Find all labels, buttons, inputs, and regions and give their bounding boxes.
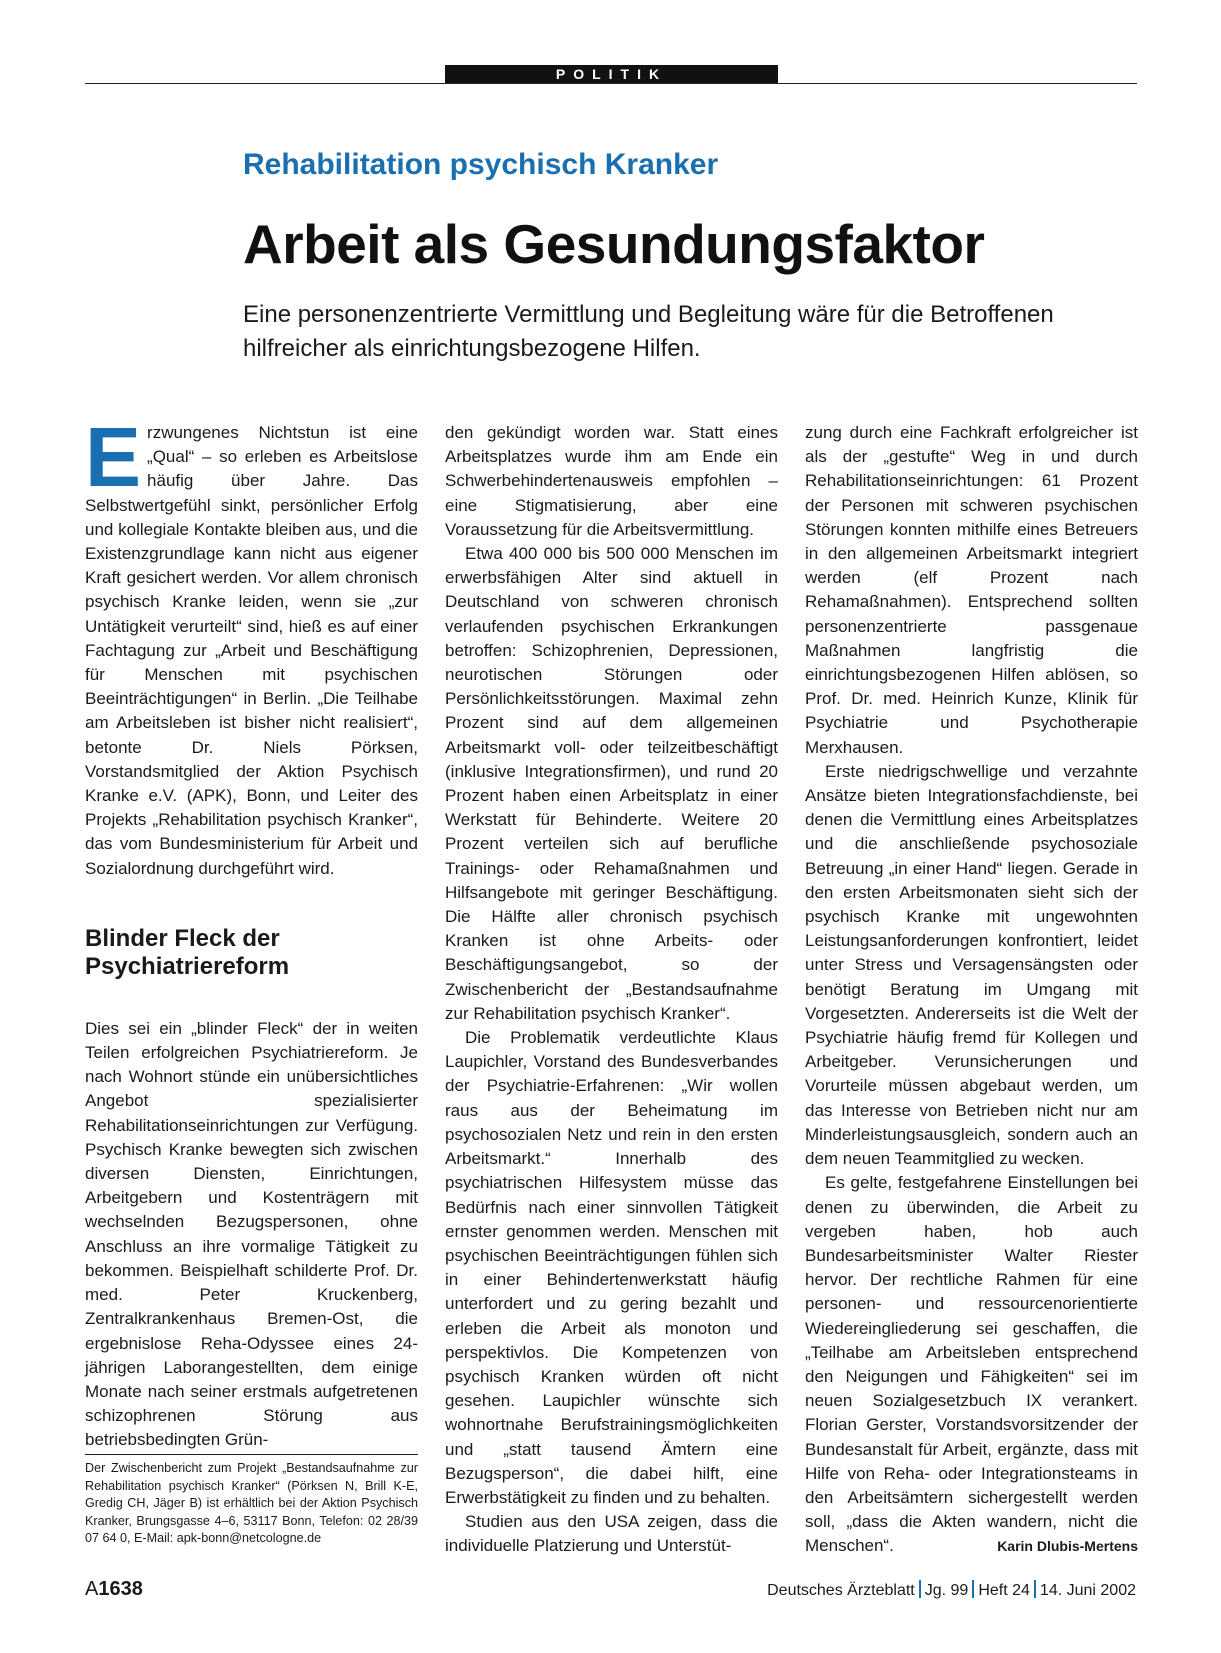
drop-cap: E xyxy=(85,410,142,504)
column-2 xyxy=(445,421,778,1559)
paragraph: Die Problematik verdeutlichte Klaus Laupichler, Vorstand des Bundesverbandes der Psychiatrie-Erfahrenen: „Wir wollen raus aus der Beheimatung im psychosozialen Netz und rein in den ersten Arbeitsmarkt.“ Innerhalb des psychiatrischen Hilfesystem müsse das Bedürfnis nach einer sinnvollen Tätigkeit ernster genommen werden. Menschen mit psychischen Beeinträchtigungen fühlen sich in einer Behindertenwerkstatt häufig unterfordert und zu gering bezahlt und erleben die Arbeit als monoton und perspektivlos. Die Kompetenzen von psychisch Kranken würden oft nicht gesehen. Laupichler wünschte sich wohnortnahe Berufstrainingsmöglichkeiten und „statt tausend Ämtern eine Bezugsperson“, die dabei hilft, eine Erwerbstätigkeit zu finden und zu behalten. xyxy=(445,1028,778,1507)
paragraph: Etwa 400 000 bis 500 000 Menschen im erwerbsfähigen Alter sind aktuell in Deutschland von schweren chronisch verlaufenden psychischen Erkrankungen betroffen: Schizophrenien, Depressionen, neurotischen Störungen oder Persönlichkeitsstörungen. Maximal zehn Prozent sind auf dem allgemeinen Arbeitsmarkt voll- oder teilzeitbeschäftigt (inklusive Integrationsfirmen), und rund 20 Prozent haben einen Arbeitsplatz in einer Werkstatt für Behinderte. Weitere 20 Prozent verteilen sich auf berufliche Trainings- oder Rehamaßnahmen und Hilfsangebote mit geringer Beschäftigung. Die Hälfte aller chronisch psychisch Kranken ist ohne Arbeits- oder Beschäftigungsangebot, so der Zwischenbericht der „Bestandsaufnahme zur Rehabilitation psychisch Kranker“. xyxy=(445,544,778,1023)
column-1 xyxy=(85,410,418,1453)
header-rule xyxy=(85,83,1137,84)
subheading: Blinder Fleck der Psychiatriereform xyxy=(85,924,290,980)
headline: Arbeit als Gesundungsfaktor xyxy=(243,213,985,275)
volume: Jg. 99 xyxy=(924,1582,969,1599)
divider xyxy=(919,1580,921,1598)
issue-date: 14. Juni 2002 xyxy=(1039,1582,1136,1599)
paragraph: den gekündigt worden war. Statt eines Arbeitsplatzes wurde ihm am Ende ein Schwerbehindertenausweis empfohlen – eine Stigmatisierung, aber eine Voraussetzung für die Arbeitsvermittlung. xyxy=(445,423,778,539)
divider xyxy=(972,1580,974,1598)
paragraph: Es gelte, festgefahrene Einstellungen bei denen zu überwinden, die Arbeit zu vergeben haben, hob auch Bundesarbeitsminister Walter Riester hervor. Der rechtliche Rahmen für eine personen- und ressourcenorientierte Wiedereingliederung sei geschaffen, die „Teilhabe am Arbeitsleben entsprechend den Neigungen und Fähigkeiten“ sei im neuen Sozialgesetzbuch IX verankert. Florian Gerster, Vorstandsvorsitzender der Bundesanstalt für Arbeit, ergänzte, dass mit Hilfe von Reha- oder Integrationsteams in den Arbeitsämtern sichergestellt werden soll, „dass die Akten wandern, nicht die Menschen“. Karin Dlubis-Mertens xyxy=(805,1171,1138,1558)
footnote: Der Zwischenbericht zum Projekt „Bestandsaufnahme zur Rehabilitation psychisch Kranker“ (Pörksen N, Brill K-E, Gredig CH, Jäger B) ist erhältlich bei der Aktion Psychisch Kranker, Brungsgasse 4–6, 53117 Bonn, Telefon: 02 28/39 07 64 0, E-Mail: apk-bonn@netcologne.de xyxy=(85,1454,418,1548)
column-3 xyxy=(805,421,1138,1559)
kicker: Rehabilitation psychisch Kranker xyxy=(243,148,719,181)
paragraph: Erste niedrigschwellige und verzahnte Ansätze bieten Integrationsfachdienste, bei denen die Vermittlung eines Arbeitsplatzes und die anschließende psychosoziale Betreuung „in einer Hand“ liegen. Gerade in den ersten Arbeitsmonaten sieht sich der psychisch Kranke mit ungewohnten Leistungsanforderungen konfrontiert, leidet unter Stress und Versagensängsten oder benötigt Beratung im Umgang mit Vorgesetzten. Andererseits ist die Welt der Psychiatrie häufig fremd für Kollegen und Arbeitgeber. Verunsicherungen und Vorurteile müssen abgebaut werden, um das Interesse von Betrieben nicht nur am Minderleistungsausgleich, sondern auch an dem neuen Teammitglied zu wecken. xyxy=(805,761,1138,1169)
section-label: POLITIK xyxy=(445,65,778,84)
paragraph: Studien aus den USA zeigen, dass die individuelle Platzierung und Unterstüt- xyxy=(445,1512,778,1556)
page-number: A1638 xyxy=(85,1578,143,1600)
author-byline: Karin Dlubis-Mertens xyxy=(997,1538,1138,1555)
journal-name: Deutsches Ärzteblatt xyxy=(767,1582,915,1599)
paragraph: Erzwungenes Nichtstun ist eine „Qual“ – so erleben es Arbeitslose häufig über Jahre. Das Selbstwertgefühl sinkt, persönlicher Erfolg und kollegiale Kontakte bleiben aus, und die Existenzgrundlage kann nicht aus eigener Kraft gesichert werden. Vor allem chronisch psychisch Kranke leiden, wenn sie „zur Untätigkeit verurteilt“ sind, hieß es auf einer Fachtagung zur „Arbeit und Beschäftigung für Menschen mit psychischen Beeinträchtigungen“ in Berlin. „Die Teilhabe am Arbeitsleben ist bisher nicht realisiert“, betonte Dr. Niels Pörksen, Vorstandsmitglied der Aktion Psychisch Kranke e.V. (APK), Bonn, und Leiter des Projekts „Rehabilitation psychisch Kranker“, das vom Bundesministerium für Arbeit und Sozialordnung durchgeführt wird. xyxy=(85,410,418,878)
paragraph: Dies sei ein „blinder Fleck“ der in weiten Teilen erfolgreichen Psychiatriereform. Je nach Wohnort stünde ein unübersichtliches Angebot spezialisierter Rehabilitationseinrichtungen zur Verfügung. Psychisch Kranke bewegten sich zwischen diversen Diensten, Einrichtungen, Arbeitgebern und Kostenträgern mit wechselnden Bezugspersonen, ohne Anschluss an ihre vormalige Tätigkeit zu bekommen. Beispielhaft schilderte Prof. Dr. med. Peter Kruckenberg, Zentralkrankenhaus Bremen-Ost, die ergebnislose Reha-Odyssee eines 24-jährigen Laborangestellten, dem einige Monate nach seiner erstmals aufgetretenen schizophrenen Störung aus betriebsbedingten Grün- xyxy=(85,1018,418,1450)
issue: Heft 24 xyxy=(978,1582,1030,1599)
divider xyxy=(1034,1580,1036,1598)
paragraph: zung durch eine Fachkraft erfolgreicher ist als der „gestufte“ Weg in und durch Rehabilitationseinrichtungen: 61 Prozent der Personen mit schweren psychischen Störungen konnten mithilfe eines Betreuers in den allgemeinen Arbeitsmarkt integriert werden (elf Prozent nach Rehamaßnahmen). Entsprechend sollten personenzentrierte passgenaue Maßnahmen langfristig die einrichtungsbezogenen Hilfen ablösen, so Prof. Dr. med. Heinrich Kunze, Klinik für Psychiatrie und Psychotherapie Merxhausen. xyxy=(805,423,1138,757)
deck: Eine personenzentrierte Vermittlung und Begleitung wäre für die Betroffenen hilfreicher als einrichtungsbezogene Hilfen. xyxy=(243,301,1054,362)
journal-footer xyxy=(767,1580,1136,1600)
